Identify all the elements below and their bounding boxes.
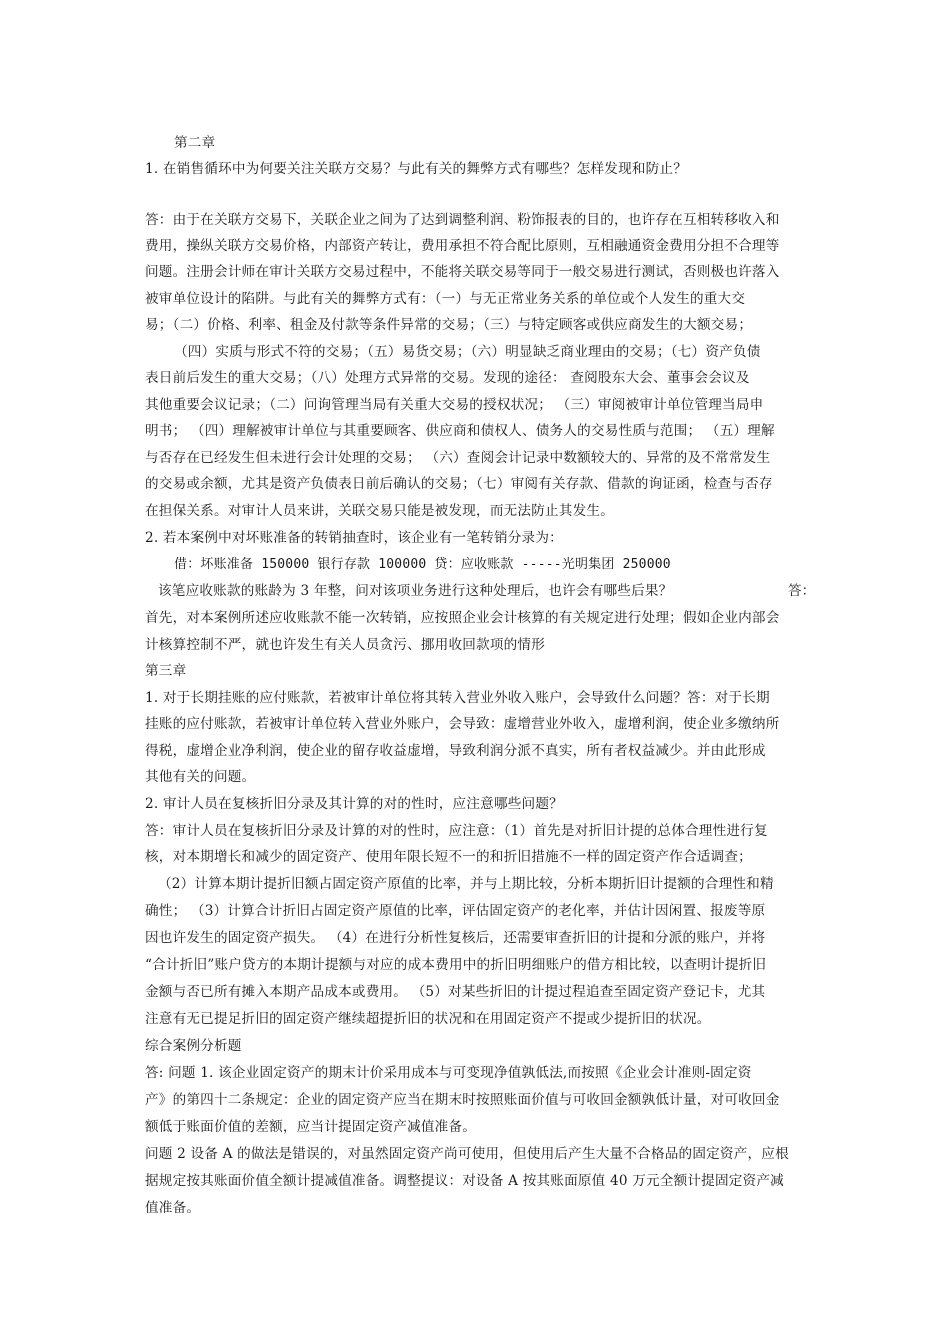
case-analysis-heading: 综合案例分析题 xyxy=(145,1038,242,1054)
answer-line: 注意有无已提足折旧的固定资产继续超提折旧的状况和在用固定资产不提或少提折旧的状况。 xyxy=(145,1011,711,1027)
question-2-1: 1. 在销售循环中为何要关注关联方交易？与此有关的舞弊方式有哪些？怎样发现和防止？ xyxy=(145,161,688,177)
answer-line: 得税，虚增企业净利润，使企业的留存收益虚增，导致利润分派不真实，所有者权益减少。并由此形成 xyxy=(145,743,766,759)
answer-line: 答：审计人员在复核折旧分录及计算的对的性时，应注意：（1）首先是对折旧计提的总体合理性进行复 xyxy=(145,823,768,839)
chapter-3-heading: 第三章 xyxy=(145,663,187,679)
answer-line: 挂账的应付账款，若被审计单位转入营业外账户，会导致：虚增营业外收入，虚增利润，使企业多缴纳所 xyxy=(145,716,780,732)
answer-line: 计核算控制不严，就也许发生有关人员贪污、挪用收回款项的情形 xyxy=(145,637,546,653)
question-2-2: 2. 若本案例中对坏账准备的转销抽查时，该企业有一笔转销分录为： xyxy=(145,530,563,546)
answer-line: 在担保关系。对审计人员来讲，关联交易只能是被发现，而无法防止其发生。 xyxy=(145,503,614,519)
answer-line: 产》的第四十二条规定：企业的固定资产应当在期末时按照账面价值与可收回金额孰低计量，对可收回金 xyxy=(145,1092,780,1108)
answer-line: 被审单位设计的陷阱。与此有关的舞弊方式有：（一）与无正常业务关系的单位或个人发生的重大交 xyxy=(145,291,746,307)
answer-line: 因也许发生的固定资产损失。 （4）在进行分析性复核后，还需要审查折旧的计提和分派的账户，并将 xyxy=(145,930,766,946)
journal-entry: 借：坏账准备 150000 银行存款 100000 贷：应收账款 -----光明集团 250000 xyxy=(174,557,671,572)
question-2-2-detail: 该笔应收账款的账龄为 3 年整，问对该项业务进行这种处理后，也许会有哪些后果？ xyxy=(158,583,673,599)
answer-label: 答： xyxy=(788,583,816,599)
answer-line: 金额与否已所有摊入本期产品成本或费用。 （5）对某些折旧的计提过程追查至固定资产登记卡，尤其 xyxy=(145,984,766,1000)
answer-line: 其他重要会议记录；（二）问询管理当局有关重大交易的授权状况； （三）审阅被审计单位管理当局申 xyxy=(145,397,764,413)
question-3-1: 1. 对于长期挂账的应付账款，若被审计单位将其转入营业外收入账户，会导致什么问题？答：对于长期 xyxy=(145,690,770,706)
answer-line: 首先，对本案例所述应收账款不能一次转销，应按照企业会计核算的有关规定进行处理；假如企业内部会 xyxy=(145,610,780,626)
answer-line: 答：由于在关联方交易下，关联企业之间为了达到调整利润、粉饰报表的目的，也许存在互相转移收入和 xyxy=(145,212,780,228)
answer-line: 问题。注册会计师在审计关联方交易过程中，不能将关联交易等同于一般交易进行测试，否则极也许落入 xyxy=(145,264,780,280)
answer-line: （2）计算本期计提折旧额占固定资产原值的比率，并与上期比较，分析本期折旧计提额的合理性和精 xyxy=(158,876,774,892)
answer-line: 明书； （四）理解被审计单位与其重要顾客、供应商和债权人、债务人的交易性质与范围； （五）理解 xyxy=(145,423,775,439)
answer-line: 答: 问题 1. 该企业固定资产的期末计价采用成本与可变现净值孰低法,而按照《企业会计准则-固定资 xyxy=(145,1065,752,1081)
answer-line: 确性； （3）计算合计折旧占固定资产原值的比率，评估固定资产的老化率，并估计因闲置、报废等原 xyxy=(145,903,766,919)
answer-line: 与否存在已经发生但未进行会计处理的交易； （六）查阅会计记录中数额较大的、异常的及不常常发生 xyxy=(145,450,771,466)
answer-line: 值准备。 xyxy=(145,1200,201,1216)
answer-line: 问题 2 设备 A 的做法是错误的，对虽然固定资产尚可使用，但使用后产生大量不合格品的固定资产，应根 xyxy=(145,1146,789,1162)
answer-line: 费用，操纵关联方交易价格，内部资产转让，费用承担不符合配比原则，互相融通资金费用分担不合理等 xyxy=(145,238,780,254)
answer-line: 额低于账面价值的差额，应当计提固定资产减值准备。 xyxy=(145,1119,477,1135)
answer-line: “合计折旧”账户贷方的本期计提额与对应的成本费用中的折旧明细账户的借方相比较，以查明计提折旧 xyxy=(145,957,767,973)
answer-line: 其他有关的问题。 xyxy=(145,769,256,785)
question-3-2: 2. 审计人员在复核折旧分录及其计算的对的性时，应注意哪些问题？ xyxy=(145,796,563,812)
answer-line: 的交易或余额，尤其是资产负债表日前后确认的交易；（七）审阅有关存款、借款的询证函，检查与否存 xyxy=(145,476,773,492)
answer-line: 易；（二）价格、利率、租金及付款等条件异常的交易；（三）与特定顾客或供应商发生的大额交易； xyxy=(145,317,753,333)
answer-line: 核，对本期增长和减少的固定资产、使用年限长短不一的和折旧措施不一样的固定资产作合适调查； xyxy=(145,849,752,865)
answer-line: （四）实质与形式不符的交易；（五）易货交易；（六）明显缺乏商业理由的交易；（七）资产负债 xyxy=(174,344,761,360)
answer-line: 据规定按其账面价值全额计提减值准备。调整提议：对设备 A 按其账面原值 40 万元全额计提固定资产减 xyxy=(145,1173,784,1189)
answer-line: 表日前后发生的重大交易；（八）处理方式异常的交易。发现的途径： 查阅股东大会、董事会会议及 xyxy=(145,370,750,386)
chapter-2-heading: 第二章 xyxy=(174,135,216,151)
